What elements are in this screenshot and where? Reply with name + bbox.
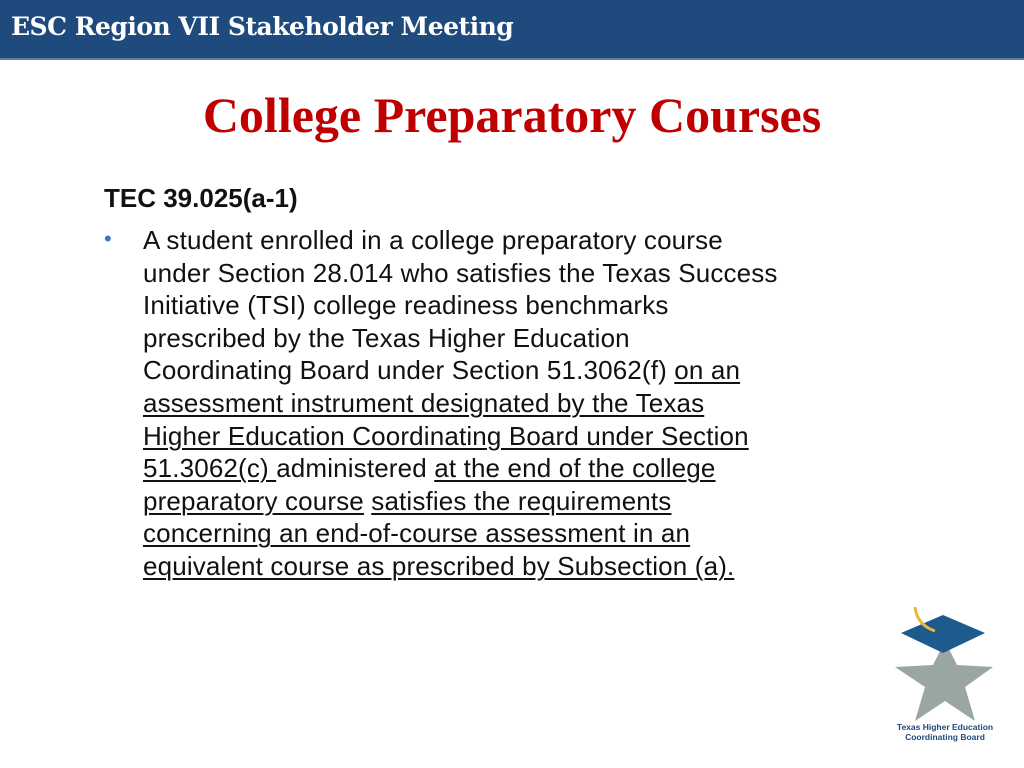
logo-text [880, 722, 1010, 742]
text-line [143, 289, 778, 322]
graduation-cap-icon [901, 615, 985, 653]
text-line [143, 387, 778, 420]
text-line [143, 452, 778, 485]
text-line [143, 550, 778, 583]
underlined-text: 51.3062(c) [143, 453, 277, 484]
text-segment: Initiative (TSI) college readiness benchmarks [143, 290, 669, 321]
logo-text-line2: Coordinating Board [905, 732, 985, 742]
logo-text-line1: Texas Higher Education [896, 722, 994, 732]
star-icon [895, 641, 993, 721]
underlined-text: preparatory course [143, 485, 364, 516]
underlined-text: concerning an end-of-course assessment in an [143, 518, 691, 549]
slide-subheading: TEC 39.025(a-1) [104, 183, 298, 213]
text-line [143, 224, 778, 257]
header-bar [0, 0, 1024, 60]
underlined-text: equivalent course as prescribed by Subsection (a). [143, 550, 735, 581]
header-title: ESC Region VII Stakeholder Meeting [11, 12, 514, 41]
text-segment: administered [276, 453, 435, 484]
text-segment: A student enrolled in a college preparatory course [143, 225, 723, 255]
text-line [143, 354, 778, 387]
text-segment: prescribed by the Texas Higher Education [143, 322, 630, 353]
bullet-text [143, 224, 778, 583]
underlined-text: Higher Education Coordinating Board under Section [143, 420, 749, 451]
text-line [143, 420, 778, 453]
text-line [143, 322, 778, 355]
slide-title: College Preparatory Courses [202, 87, 822, 143]
underlined-text: at the end of the college [434, 453, 716, 484]
underlined-text: on an [674, 355, 741, 386]
text-segment: Coordinating Board under Section 51.3062(f) [143, 355, 675, 386]
underlined-text: assessment instrument designated by the Texas [143, 387, 705, 418]
underlined-text: satisfies the requirements [371, 485, 672, 516]
text-line [143, 485, 778, 518]
bullet-marker: • [104, 226, 112, 251]
text-line [143, 257, 778, 290]
text-segment: under Section 28.014 who satisfies the Texas Success [143, 257, 778, 288]
text-line [143, 517, 778, 550]
